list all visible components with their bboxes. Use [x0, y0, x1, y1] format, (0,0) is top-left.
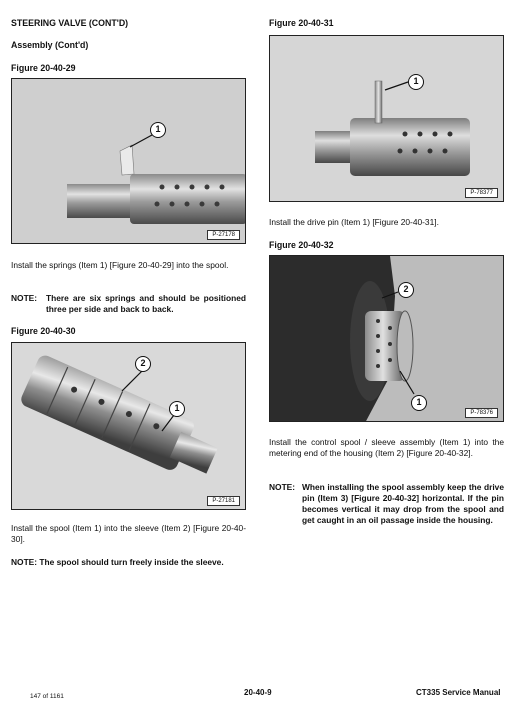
drive-pin-image — [270, 36, 504, 202]
note-label: NOTE: — [269, 482, 296, 492]
figure-photo-housing — [269, 255, 504, 422]
callout-2: 2 — [398, 282, 414, 298]
note-block — [11, 293, 246, 317]
figure-label: Figure 20-40-31 — [269, 18, 334, 28]
callout-1: 1 — [408, 74, 424, 90]
instruction-text: Install the springs (Item 1) [Figure 20-40-29] into the spool. — [11, 260, 229, 270]
note-label: NOTE: — [11, 293, 38, 303]
photo-code: P-78376 — [465, 408, 498, 418]
figure-label: Figure 20-40-32 — [269, 240, 334, 250]
figure-photo-springs — [11, 78, 246, 244]
figure-label: Figure 20-40-29 — [11, 63, 76, 73]
section-title: STEERING VALVE (CONT'D) — [11, 18, 129, 28]
note-text: NOTE: The spool should turn freely inside the sleeve. — [11, 557, 224, 567]
instruction-text: Install the spool (Item 1) into the sleeve (Item 2) [Figure 20-40-30]. — [11, 523, 246, 544]
note-text: When installing the spool assembly keep the drive pin (Item 3) [Figure 20-40-32] horizontal. If the pin becomes vertical it may drop from the spool and get caught in an oil passage inside the housing. — [302, 482, 504, 525]
housing-image — [270, 256, 504, 422]
photo-code: P-27181 — [207, 496, 240, 506]
note-block — [269, 482, 504, 538]
figure-photo-drive-pin — [269, 35, 504, 202]
instruction-text: Install the drive pin (Item 1) [Figure 20-40-31]. — [269, 217, 439, 227]
spool-springs-image — [12, 79, 246, 244]
callout-1: 1 — [169, 401, 185, 417]
page-code: 20-40-9 — [244, 688, 272, 697]
instruction-text: Install the control spool / sleeve assembly (Item 1) into the metering end of the housing (Item 2) [Figure 20-40-32]. — [269, 437, 504, 458]
page-count: 147 of 1161 — [30, 693, 64, 700]
photo-code: P-27178 — [207, 230, 240, 240]
callout-2: 2 — [135, 356, 151, 372]
spool-sleeve-image — [12, 343, 246, 510]
note-text: There are six springs and should be positioned three per side and back to back. — [46, 293, 246, 314]
manual-title: CT335 Service Manual — [416, 688, 501, 697]
figure-label: Figure 20-40-30 — [11, 326, 76, 336]
photo-code: P-78377 — [465, 188, 498, 198]
subsection-title: Assembly (Cont'd) — [11, 40, 89, 50]
figure-photo-spool-sleeve — [11, 342, 246, 510]
callout-1: 1 — [150, 122, 166, 138]
callout-1: 1 — [411, 395, 427, 411]
